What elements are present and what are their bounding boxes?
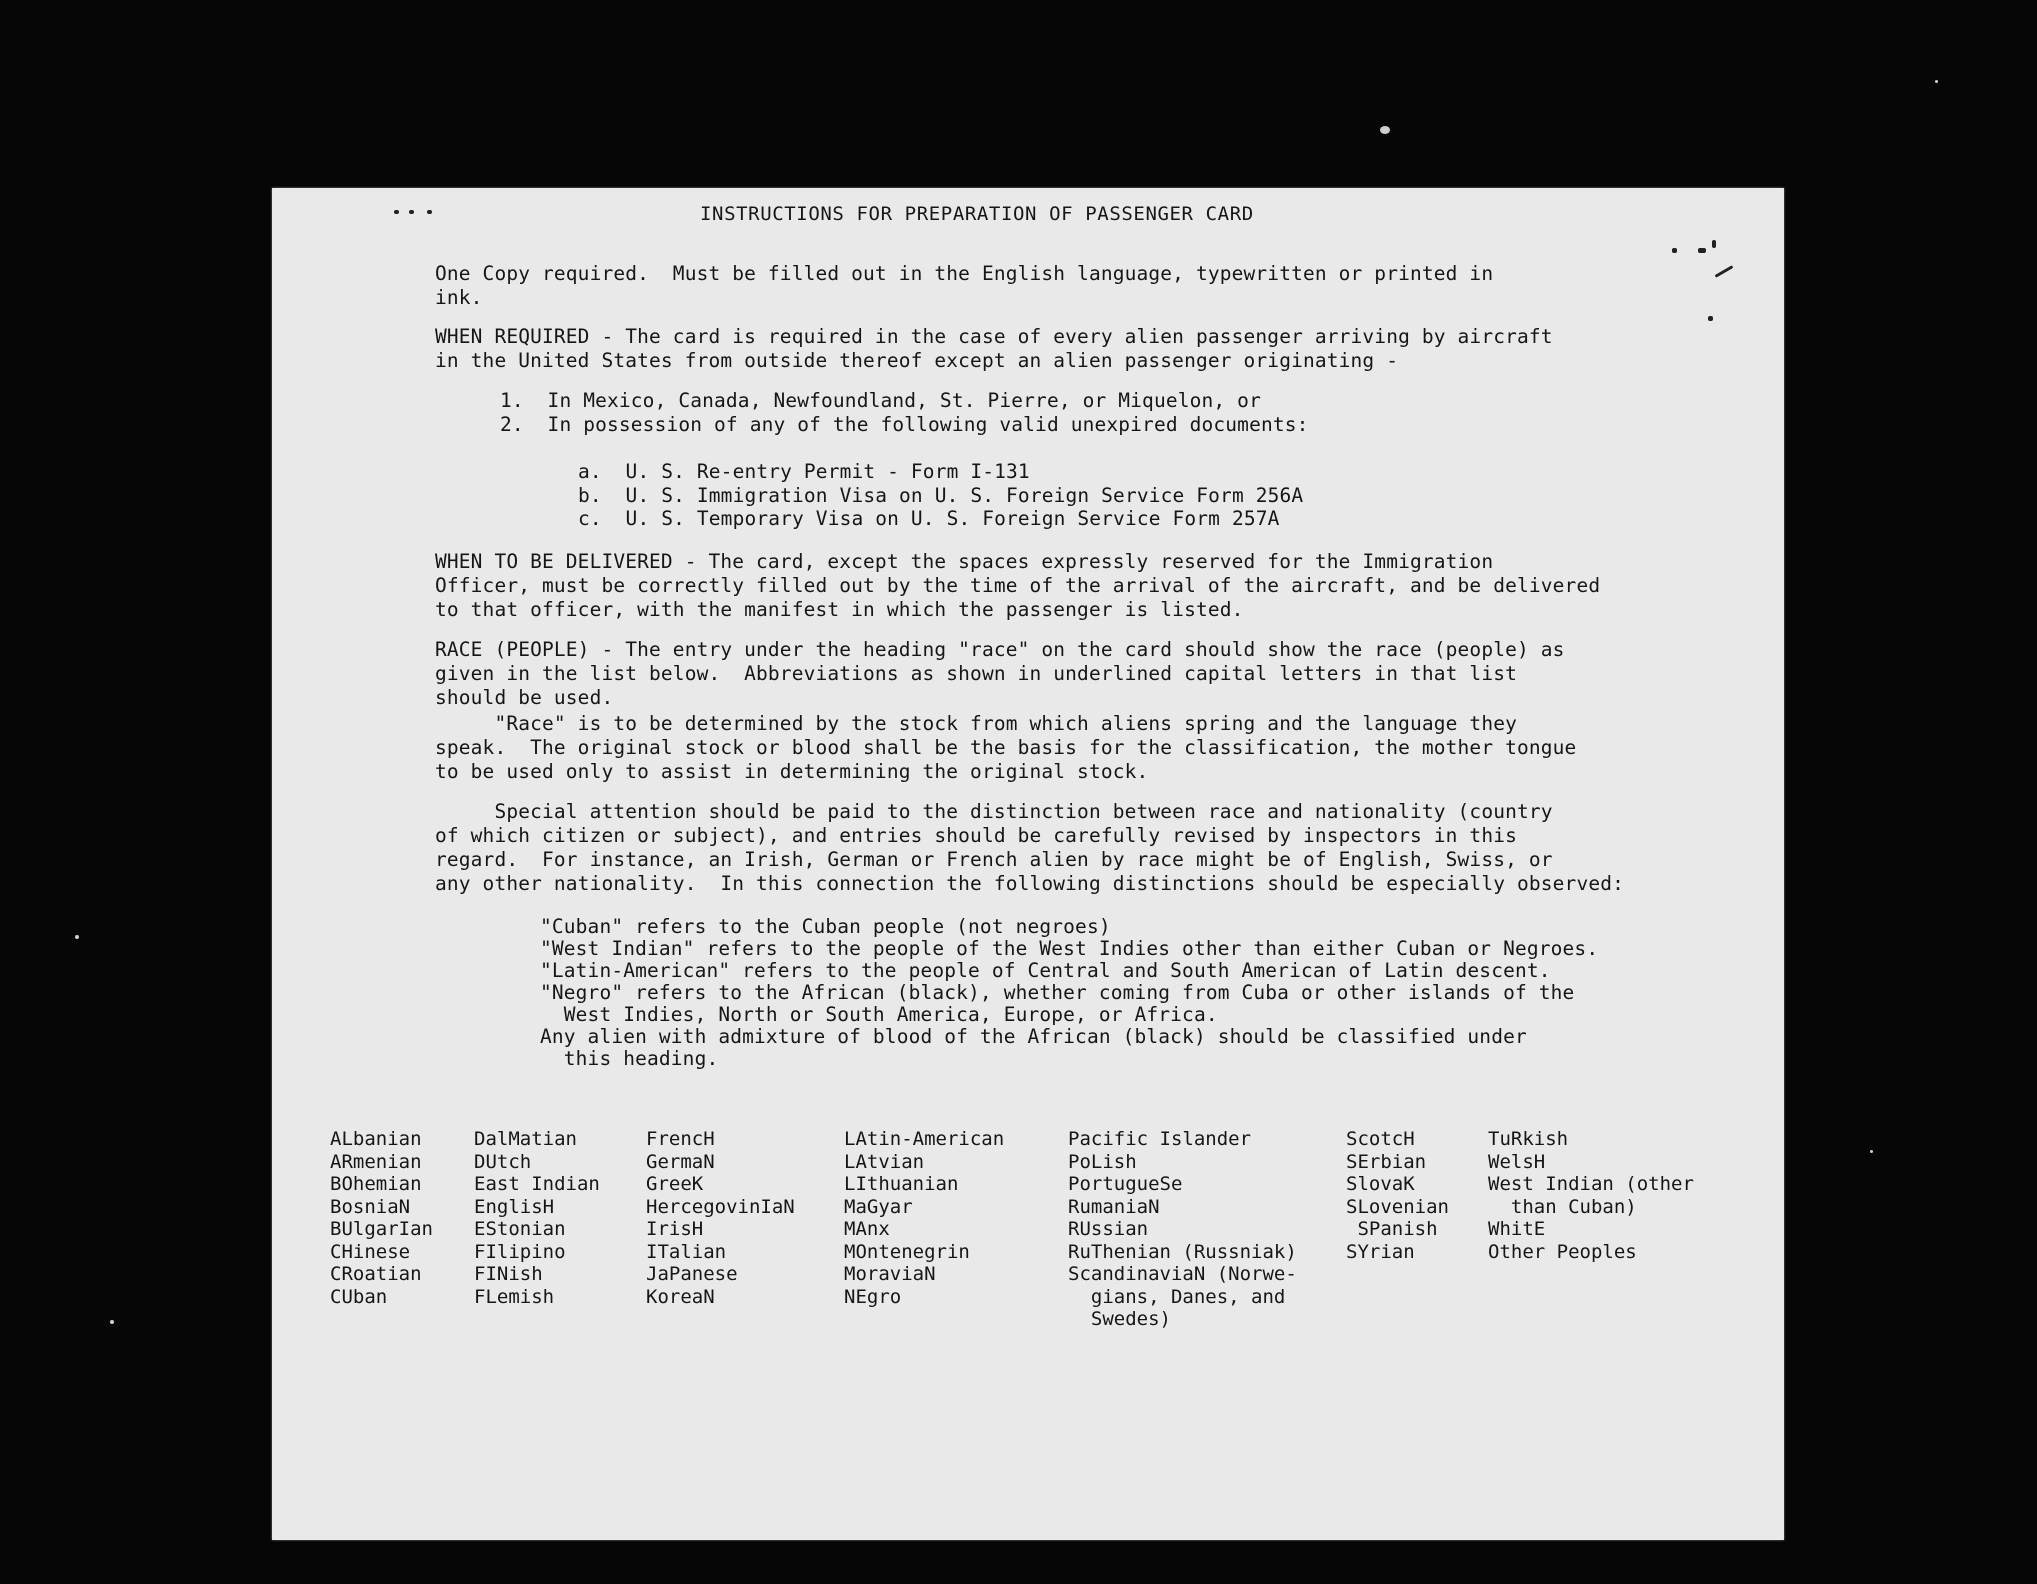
film-speck	[75, 935, 79, 939]
race-column-2	[474, 1128, 600, 1308]
text-line: WHEN REQUIRED - The card is required in the case of every alien passenger arriving by aircraft	[435, 325, 1553, 348]
race-item: TuRkish	[1488, 1128, 1569, 1150]
race-item: KoreaN	[646, 1285, 715, 1308]
race-item: RUssian	[1068, 1218, 1149, 1240]
race-item: SPanish	[1346, 1218, 1438, 1240]
race-item: ScotcH	[1346, 1128, 1415, 1150]
race-item: MoraviaN	[844, 1263, 936, 1285]
race-item: RumaniaN	[1068, 1195, 1160, 1218]
list-item: a. U. S. Re-entry Permit - Form I-131	[578, 460, 1030, 483]
text-line: to be used only to assist in determining the original stock.	[435, 760, 1149, 783]
stray-mark	[1672, 248, 1677, 253]
passenger-card-instructions	[272, 188, 1784, 1540]
race-item: RuThenian (Russniak)	[1068, 1240, 1297, 1263]
race-item: FLemish	[474, 1285, 555, 1308]
text-line: "Cuban" refers to the Cuban people (not negroes)	[540, 915, 1111, 938]
race-item: than Cuban)	[1488, 1195, 1637, 1218]
text-line: in the United States from outside thereof except an alien passenger originating -	[435, 349, 1399, 372]
list-item: 1. In Mexico, Canada, Newfoundland, St. Pierre, or Miquelon, or	[500, 389, 1261, 412]
race-item: LIthuanian	[844, 1173, 959, 1195]
list-item: c. U. S. Temporary Visa on U. S. Foreign Service Form 257A	[578, 507, 1280, 530]
race-item: GermaN	[646, 1150, 715, 1173]
race-item: PoLish	[1068, 1150, 1137, 1173]
text-line: Special attention should be paid to the distinction between race and nationality (country	[435, 800, 1553, 823]
race-item: SYrian	[1346, 1240, 1415, 1263]
race-item: ARmenian	[330, 1150, 422, 1173]
race-item: MaGyar	[844, 1195, 913, 1218]
race-item: BUlgarIan	[330, 1218, 433, 1240]
race-item: IrisH	[646, 1218, 704, 1240]
race-column-7	[1488, 1128, 1694, 1263]
stray-mark	[1698, 248, 1706, 253]
race-column-1	[330, 1128, 433, 1308]
race-item: SErbian	[1346, 1150, 1427, 1173]
race-item: Other Peoples	[1488, 1240, 1637, 1263]
text-line: Any alien with admixture of blood of the African (black) should be classified under	[540, 1025, 1527, 1048]
race-column-3	[646, 1128, 795, 1308]
race-item: SlovaK	[1346, 1173, 1415, 1195]
text-line: ink.	[435, 286, 483, 309]
text-line: speak. The original stock or blood shall be the basis for the classification, the mother tongue	[435, 736, 1577, 759]
race-item: HercegovinIaN	[646, 1195, 795, 1218]
film-speck	[1380, 126, 1390, 134]
stray-mark	[409, 210, 414, 214]
race-item: Swedes)	[1068, 1308, 1171, 1330]
race-item: FIlipino	[474, 1240, 566, 1263]
race-item: gians, Danes, and	[1068, 1285, 1286, 1308]
text-line: "West Indian" refers to the people of the West Indies other than either Cuban or Negroes.	[540, 937, 1599, 960]
stray-mark	[394, 210, 399, 214]
text-line: West Indies, North or South America, Europe, or Africa.	[540, 1003, 1218, 1026]
race-item: ScandinaviaN (Norwe-	[1068, 1263, 1297, 1285]
race-item: GreeK	[646, 1173, 704, 1195]
text-line: regard. For instance, an Irish, German or French alien by race might be of English, Swiss, or	[435, 848, 1553, 871]
text-line: of which citizen or subject), and entries should be carefully revised by inspectors in this	[435, 824, 1517, 847]
text-line: should be used.	[435, 686, 614, 709]
race-item: Pacific Islander	[1068, 1128, 1252, 1150]
race-item: MAnx	[844, 1218, 890, 1240]
race-item: FINish	[474, 1263, 543, 1285]
race-item: DUtch	[474, 1150, 532, 1173]
race-item: JaPanese	[646, 1263, 738, 1285]
stray-mark	[1715, 265, 1734, 278]
text-line: RACE (PEOPLE) - The entry under the heading "race" on the card should show the race (people) as	[435, 638, 1565, 661]
text-line: Officer, must be correctly filled out by the time of the arrival of the aircraft, and be delivered	[435, 574, 1601, 597]
race-item: ITalian	[646, 1240, 727, 1263]
race-item: West Indian (other	[1488, 1173, 1694, 1195]
race-column-4	[844, 1128, 1004, 1308]
page-title: INSTRUCTIONS FOR PREPARATION OF PASSENGER CARD	[700, 203, 1254, 225]
stray-mark	[427, 210, 432, 214]
film-speck	[1870, 1150, 1873, 1153]
race-item: LAtvian	[844, 1150, 925, 1173]
text-line: given in the list below. Abbreviations as shown in underlined capital letters in that list	[435, 662, 1517, 685]
list-item: 2. In possession of any of the following valid unexpired documents:	[500, 413, 1309, 436]
race-column-5	[1068, 1128, 1297, 1331]
text-line: "Race" is to be determined by the stock from which aliens spring and the language they	[435, 712, 1517, 735]
text-line: to that officer, with the manifest in which the passenger is listed.	[435, 598, 1244, 621]
race-item: DalMatian	[474, 1128, 577, 1150]
text-line: this heading.	[540, 1047, 719, 1070]
text-line: "Negro" refers to the African (black), whether coming from Cuba or other islands of the	[540, 981, 1575, 1004]
text-line: any other nationality. In this connection the following distinctions should be especially observed:	[435, 872, 1624, 895]
race-item: CRoatian	[330, 1263, 422, 1285]
race-item: ALbanian	[330, 1128, 422, 1150]
race-item: SLovenian	[1346, 1195, 1449, 1218]
race-item: MOntenegrin	[844, 1240, 970, 1263]
race-item: BosniaN	[330, 1195, 411, 1218]
race-item: WelsH	[1488, 1150, 1546, 1173]
race-item: BOhemian	[330, 1173, 422, 1195]
text-line: One Copy required. Must be filled out in the English language, typewritten or printed in	[435, 262, 1494, 285]
film-speck	[1935, 80, 1938, 83]
race-item: LAtin-American	[844, 1128, 1005, 1150]
race-item: NEgro	[844, 1285, 902, 1308]
race-item: FrencH	[646, 1128, 715, 1150]
text-line: "Latin-American" refers to the people of Central and South American of Latin descent.	[540, 959, 1551, 982]
race-item: PortugueSe	[1068, 1173, 1183, 1195]
list-item: b. U. S. Immigration Visa on U. S. Foreign Service Form 256A	[578, 484, 1304, 507]
race-item: East Indian	[474, 1173, 600, 1195]
stray-mark	[1708, 316, 1713, 321]
race-item: WhitE	[1488, 1218, 1546, 1240]
race-item: EnglisH	[474, 1195, 555, 1218]
race-item: EStonian	[474, 1218, 566, 1240]
race-column-6	[1346, 1128, 1449, 1263]
film-speck	[110, 1320, 114, 1324]
text-line: WHEN TO BE DELIVERED - The card, except the spaces expressly reserved for the Immigration	[435, 550, 1494, 573]
stray-mark	[1712, 240, 1716, 248]
race-item: CHinese	[330, 1240, 411, 1263]
race-item: CUban	[330, 1285, 388, 1308]
